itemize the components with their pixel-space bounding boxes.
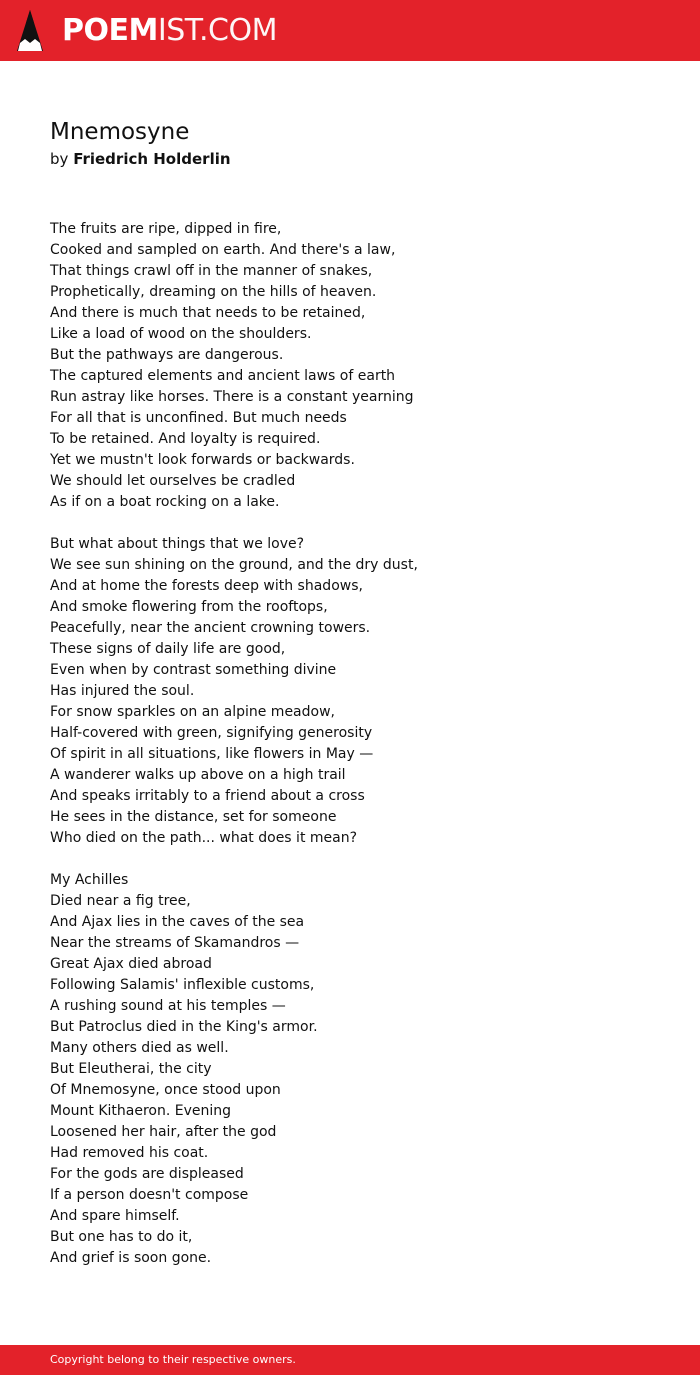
poem-line: Following Salamis' inflexible customs, [50, 977, 315, 993]
by-label: by [50, 150, 69, 168]
poem-line: We see sun shining on the ground, and the dry dust, [50, 557, 418, 573]
poem-line: And there is much that needs to be retained, [50, 305, 366, 321]
poem-line: And speaks irritably to a friend about a cross [50, 788, 365, 804]
poem-byline [50, 149, 231, 169]
poem-line: And smoke flowering from the rooftops, [50, 599, 328, 615]
poem-stanza [50, 534, 418, 849]
copyright-text: Copyright belong to their respective owners. [50, 1353, 296, 1366]
poem-line: But one has to do it, [50, 1229, 193, 1245]
poem-line: For the gods are displeased [50, 1166, 244, 1182]
poem-line: And grief is soon gone. [50, 1250, 212, 1266]
poem-line: These signs of daily life are good, [50, 641, 286, 657]
poem-line: The fruits are ripe, dipped in fire, [50, 221, 282, 237]
poem-line: Had removed his coat. [50, 1145, 209, 1161]
poem-line: Yet we mustn't look forwards or backwards. [50, 452, 355, 468]
poem-stanza [50, 870, 418, 1269]
poem-line: A rushing sound at his temples — [50, 998, 286, 1014]
poem-line: Many others died as well. [50, 1040, 229, 1056]
poem-line: Who died on the path... what does it mean? [50, 830, 358, 846]
poem-line: For all that is unconfined. But much needs [50, 410, 347, 426]
poem-line: Like a load of wood on the shoulders. [50, 326, 312, 342]
poem-stanza [50, 219, 418, 513]
poem-line: Peacefully, near the ancient crowning towers. [50, 620, 371, 636]
site-header [0, 0, 700, 61]
poem-line: My Achilles [50, 872, 129, 888]
poem-line: That things crawl off in the manner of snakes, [50, 263, 373, 279]
poem-line: Died near a fig tree, [50, 893, 191, 909]
poem-line: Cooked and sampled on earth. And there's a law, [50, 242, 396, 258]
poem-line: Near the streams of Skamandros — [50, 935, 300, 951]
poem-title: Mnemosyne [50, 119, 190, 145]
poem-body [50, 219, 418, 1290]
poem-line: As if on a boat rocking on a lake. [50, 494, 280, 510]
poem-line: Of Mnemosyne, once stood upon [50, 1082, 281, 1098]
poem-line: And at home the forests deep with shadows, [50, 578, 363, 594]
poem-line: If a person doesn't compose [50, 1187, 249, 1203]
logo-text-bold: POEM [62, 13, 158, 48]
poem-line: To be retained. And loyalty is required. [50, 431, 321, 447]
poem-line: Run astray like horses. There is a constant yearning [50, 389, 414, 405]
poem-line: The captured elements and ancient laws of earth [50, 368, 396, 384]
poem-line: Half-covered with green, signifying generosity [50, 725, 373, 741]
poem-line: Loosened her hair, after the god [50, 1124, 277, 1140]
poem-line: Even when by contrast something divine [50, 662, 337, 678]
poem-line: We should let ourselves be cradled [50, 473, 296, 489]
poem-line: But the pathways are dangerous. [50, 347, 284, 363]
poem-author: Friedrich Holderlin [73, 150, 231, 168]
pencil-tip-icon[interactable] [16, 9, 44, 53]
poem-line: But Patroclus died in the King's armor. [50, 1019, 318, 1035]
poem-line: Of spirit in all situations, like flowers in May — [50, 746, 374, 762]
poem-line: He sees in the distance, set for someone [50, 809, 337, 825]
site-logo[interactable] [62, 11, 277, 51]
poem-line: A wanderer walks up above on a high trail [50, 767, 346, 783]
poem-line: Has injured the soul. [50, 683, 195, 699]
poem-line: Great Ajax died abroad [50, 956, 212, 972]
poem-line: For snow sparkles on an alpine meadow, [50, 704, 335, 720]
poem-line: And spare himself. [50, 1208, 180, 1224]
poem-line: And Ajax lies in the caves of the sea [50, 914, 305, 930]
poem-line: Mount Kithaeron. Evening [50, 1103, 232, 1119]
poem-line: But what about things that we love? [50, 536, 305, 552]
site-footer [0, 1345, 700, 1375]
logo-text-light: IST.COM [157, 13, 277, 48]
poem-line: Prophetically, dreaming on the hills of heaven. [50, 284, 377, 300]
poem-line: But Eleutherai, the city [50, 1061, 212, 1077]
